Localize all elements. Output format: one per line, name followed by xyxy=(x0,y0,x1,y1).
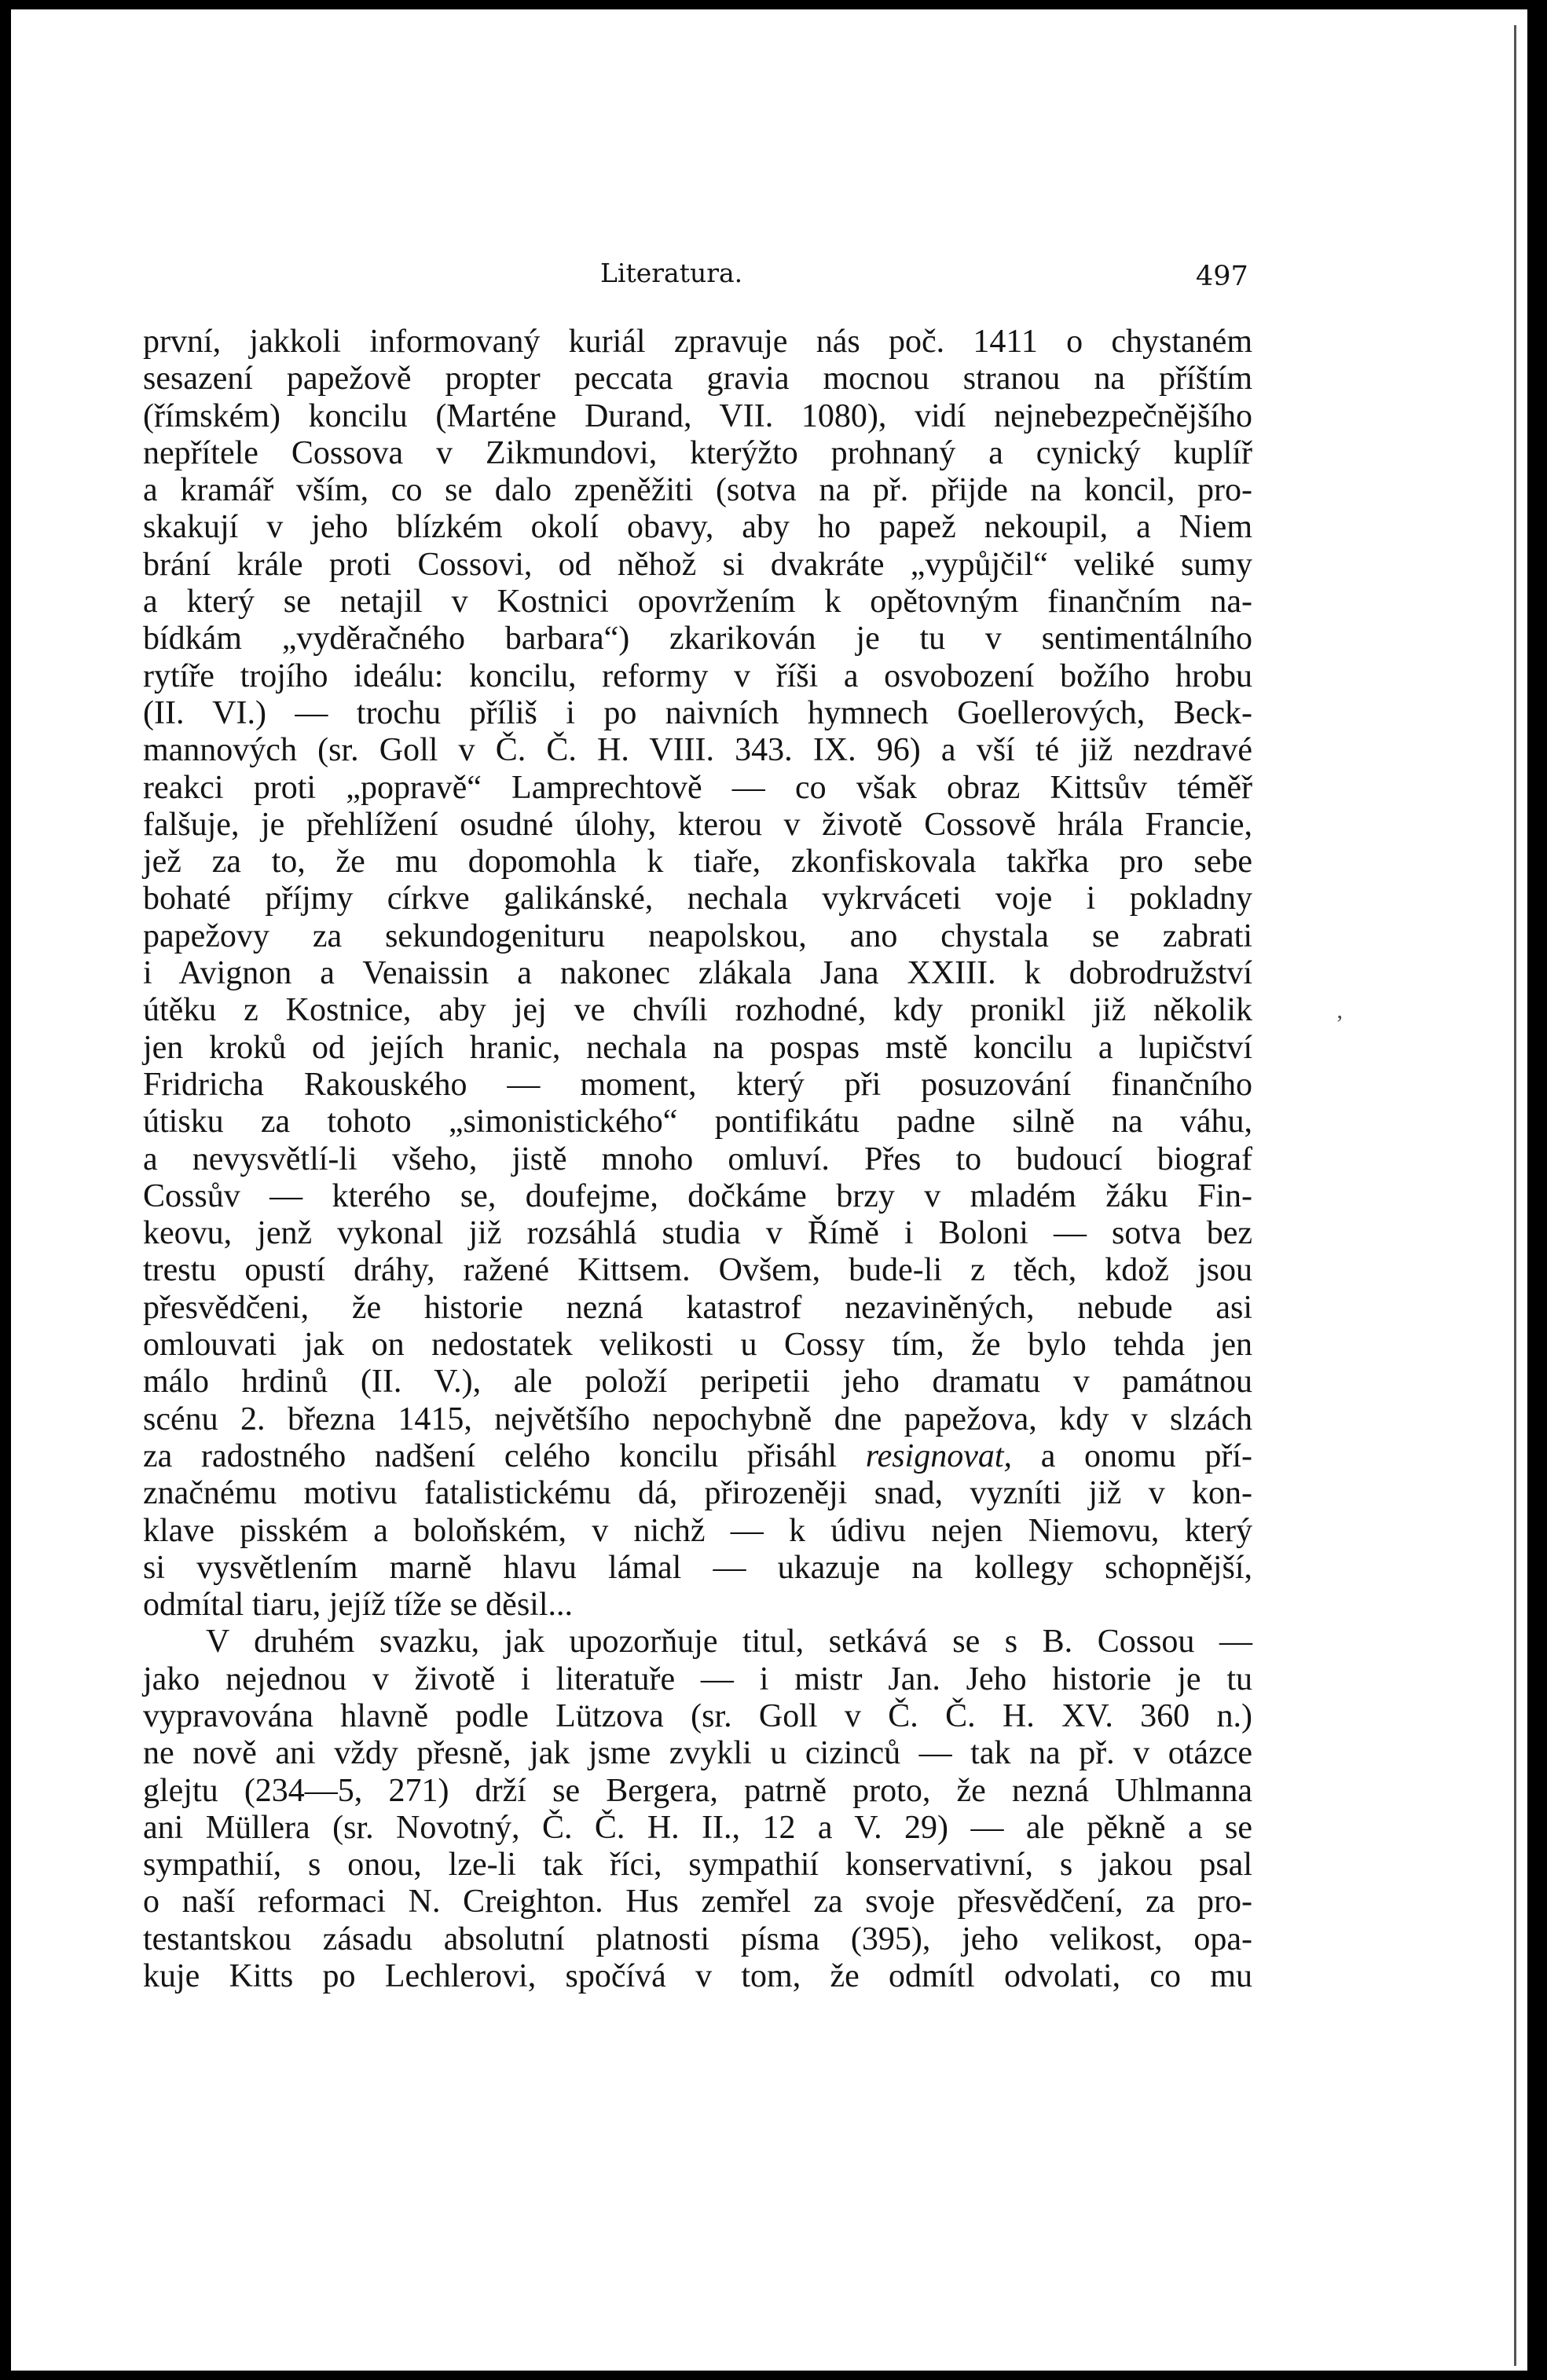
text-segment: za radostného nadšení celého koncilu přisáhl xyxy=(143,1437,838,1474)
text-line: Fridricha Rakouského — moment, který při posuzování finančního xyxy=(143,1066,1252,1103)
text-line: V druhém svazku, jak upozorňuje titul, setkává se s B. Cossou — xyxy=(206,1624,1252,1661)
page-header xyxy=(11,250,1527,297)
text-line: i Avignon a Venaissin a nakonec zlákala Jana XXIII. k dobrodružství xyxy=(143,955,1252,992)
page-number: 497 xyxy=(1196,261,1248,292)
body-text xyxy=(143,324,1252,1995)
text-line: glejtu (234—5, 271) drží se Bergera, patrně proto, že nezná Uhlmanna xyxy=(143,1772,1252,1809)
text-line: ani Müllera (sr. Novotný, Č. Č. H. II., 12 a V. 29) — ale pěkně a se xyxy=(143,1809,1252,1846)
text-line: mannových (sr. Goll v Č. Č. H. VIII. 343. IX. 96) a vší té již nezdravé xyxy=(143,732,1252,769)
text-line: rytíře trojího ideálu: koncilu, reformy v říši a osvobození božího hrobu xyxy=(143,657,1252,694)
text-line: útěku z Kostnice, aby jej ve chvíli rozhodné, kdy pronikl již několik xyxy=(143,992,1252,1029)
text-line: bídkám „vyděračného barbara“) zkarikován je tu v sentimentálního xyxy=(143,621,1252,657)
text-line: a kramář vším, co se dalo zpeněžiti (sotva na př. přijde na koncil, pro- xyxy=(143,472,1252,509)
text-line: Cossův — kterého se, doufejme, dočkáme brzy v mladém žáku Fin- xyxy=(143,1177,1252,1214)
text-line: (II. VI.) — trochu příliš i po naivních hymnech Goellerových, Beck- xyxy=(143,694,1252,731)
text-line: sesazení papežově propter peccata gravia mocnou stranou na příštím xyxy=(143,361,1252,397)
text-line: kuje Kitts po Lechlerovi, spočívá v tom, že odmítl odvolati, co mu xyxy=(143,1958,1252,1995)
text-line: jako nejednou v životě i literatuře — i mistr Jan. Jeho historie je tu xyxy=(143,1661,1252,1697)
text-line: omlouvati jak on nedostatek velikosti u Cossy tím, že bylo tehda jen xyxy=(143,1327,1252,1364)
page-edge-shadow xyxy=(1514,25,1516,2366)
text-line: scénu 2. března 1415, největšího nepochybně dne papežova, kdy v slzách xyxy=(143,1401,1252,1437)
running-title: Literatura. xyxy=(600,258,743,288)
text-line-with-italic xyxy=(143,1438,1252,1475)
text-line: vypravována hlavně podle Lützova (sr. Goll v Č. Č. H. XV. 360 n.) xyxy=(143,1697,1252,1734)
text-line: a který se netajil v Kostnici opovržením k opětovným finančním na- xyxy=(143,584,1252,621)
margin-mark: ʼ xyxy=(1336,1011,1344,1037)
text-line: jež za to, že mu dopomohla k tiaře, zkonfiskovala takřka pro sebe xyxy=(143,844,1252,881)
text-line: skakují v jeho blízkém okolí obavy, aby ho papež nekoupil, a Niem xyxy=(143,509,1252,546)
text-line: falšuje, je přehlížení osudné úlohy, kterou v životě Cossově hrála Francie, xyxy=(143,806,1252,843)
text-line: a nevysvětlí-li všeho, jistě mnoho omluví. Přes to budoucí biograf xyxy=(143,1141,1252,1177)
text-line: trestu opustí dráhy, ražené Kittsem. Ovšem, bude-li z těch, kdož jsou xyxy=(143,1252,1252,1289)
text-line: testantskou zásadu absolutní platnosti písma (395), jeho velikost, opa- xyxy=(143,1920,1252,1957)
paragraph-2 xyxy=(143,1624,1252,1995)
text-line: sympathií, s onou, lze-li tak říci, sympathií konservativní, s jakou psal xyxy=(143,1847,1252,1884)
text-line: první, jakkoli informovaný kuriál zpravuje nás poč. 1411 o chystaném xyxy=(143,324,1252,360)
text-line: (římském) koncilu (Marténe Durand, VII. 1080), vidí nejnebezpečnějšího xyxy=(143,397,1252,434)
text-line: papežovy za sekundogenituru neapolskou, ano chystala se zabrati xyxy=(143,917,1252,954)
book-page xyxy=(11,9,1527,2371)
text-segment: a onomu pří- xyxy=(1040,1437,1253,1474)
text-line: bohaté příjmy církve galikánské, nechala vykrváceti voje i pokladny xyxy=(143,881,1252,917)
text-line: odmítal tiaru, jejíž tíže se děsil... xyxy=(143,1587,574,1624)
text-line: si vysvětlením marně hlavu lámal — ukazuje na kollegy schopnější, xyxy=(143,1549,1252,1586)
text-line: o naší reformaci N. Creighton. Hus zemřel za svoje přesvědčení, za pro- xyxy=(143,1884,1252,1920)
text-line: brání krále proti Cossovi, od něhož si dvakráte „vypůjčil“ veliké sumy xyxy=(143,546,1252,583)
text-line: útisku za tohoto „simonistického“ pontifikátu padne silně na váhu, xyxy=(143,1104,1252,1141)
text-line: ne nově ani vždy přesně, jak jsme zvykli u cizinců — tak na př. v otázce xyxy=(143,1735,1252,1772)
text-line: značnému motivu fatalistickému dá, přirozeněji snad, vyzníti již v kon- xyxy=(143,1475,1252,1512)
italic-term: resignovat, xyxy=(865,1437,1013,1474)
text-line: klave pisském a boloňském, v nichž — k údivu nejen Niemovu, který xyxy=(143,1512,1252,1549)
text-line: málo hrdinů (II. V.), ale položí peripetii jeho dramatu v památnou xyxy=(143,1364,1252,1401)
text-line: přesvědčeni, že historie nezná katastrof nezaviněných, nebude asi xyxy=(143,1289,1252,1326)
text-line: keovu, jenž vykonal již rozsáhlá studia v Římě i Boloni — sotva bez xyxy=(143,1215,1252,1252)
paragraph-1 xyxy=(143,324,1252,1624)
text-line: jen kroků od jejích hranic, nechala na pospas mstě koncilu a lupičství xyxy=(143,1029,1252,1066)
text-line: reakci proti „popravě“ Lamprechtově — co však obraz Kittsův téměř xyxy=(143,769,1252,806)
text-line: nepřítele Cossova v Zikmundovi, kterýžto prohnaný a cynický kuplíř xyxy=(143,434,1252,471)
